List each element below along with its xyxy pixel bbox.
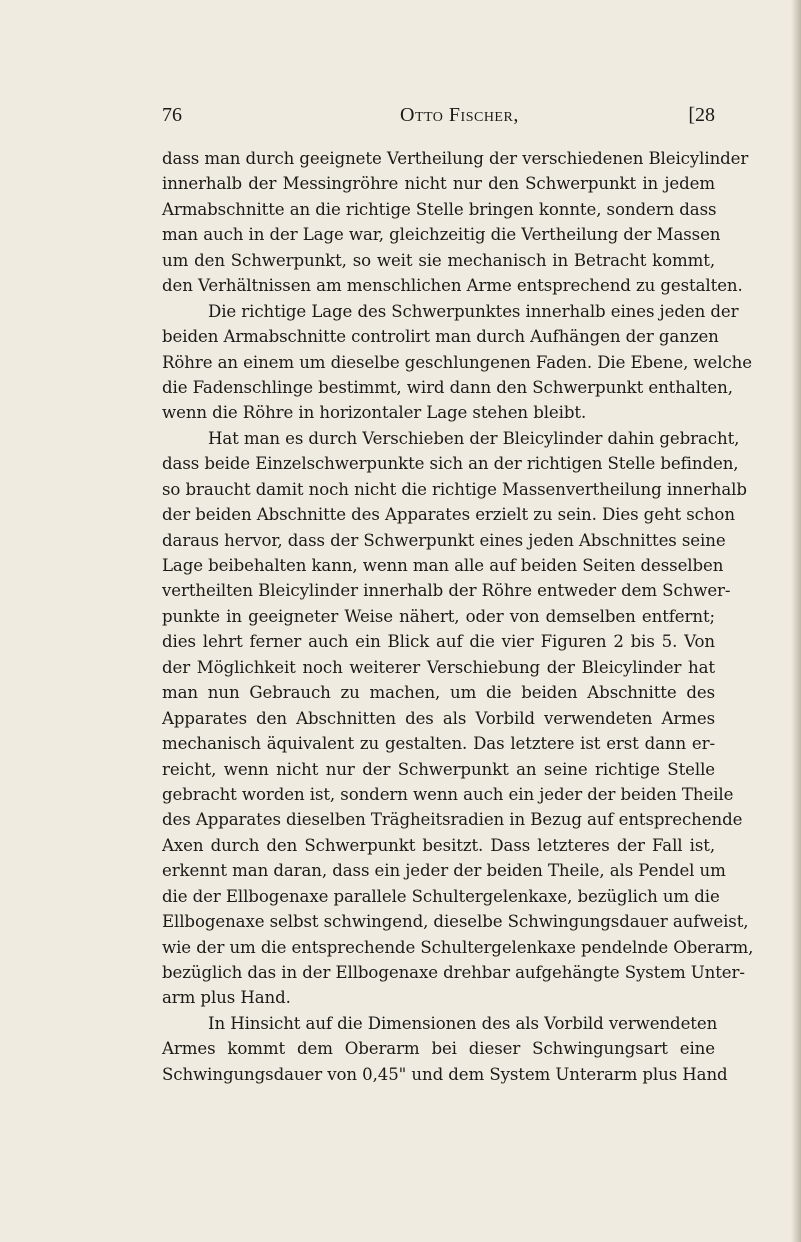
text-line: vertheilten Bleicylinder innerhalb der Röhre entweder dem Schwer- [162, 581, 731, 601]
page-edge-shadow [791, 0, 801, 1242]
text-line: In Hinsicht auf die Dimensionen des als Vorbild verwendeten [208, 1013, 718, 1033]
text-line: dass beide Einzelschwerpunkte sich an der richtigen Stelle befinden, [162, 454, 739, 474]
text-line: mechanisch äquivalent zu gestalten. Das letztere ist erst dann er- [162, 734, 715, 754]
text-line: Ellbogenaxe selbst schwingend, dieselbe Schwingungsdauer aufweist, [162, 912, 749, 932]
text-line: Lage beibehalten kann, wenn man alle auf beiden Seiten desselben [162, 556, 724, 575]
text-line: Schwingungsdauer von 0,45" und dem System Unterarm plus Hand [162, 1064, 728, 1084]
text-line: Armabschnitte an die richtige Stelle bringen konnte, sondern dass [162, 199, 717, 219]
text-line: um den Schwerpunkt, so weit sie mechanisch in Betracht kommt, [162, 250, 715, 270]
text-line: dass man durch geeignete Vertheilung der verschiedenen Bleicylinder [162, 149, 749, 168]
text-line: man nun Gebrauch zu machen, um die beiden Abschnitte des [162, 683, 715, 703]
text-line: reicht, wenn nicht nur der Schwerpunkt an seine richtige Stelle [162, 759, 715, 779]
text-line: Hat man es durch Verschieben der Bleicylinder dahin gebracht, [208, 428, 740, 448]
text-line: gebracht worden ist, sondern wenn auch ein jeder der beiden Theile [162, 784, 734, 804]
text-line: Röhre an einem um dieselbe geschlungenen Faden. Die Ebene, welche [162, 352, 752, 372]
body-text [162, 146, 754, 1087]
text-line: der Möglichkeit noch weiterer Verschiebung der Bleicylinder hat [162, 657, 715, 677]
text-line: wenn die Röhre in horizontaler Lage stehen bleibt. [162, 403, 587, 423]
text-line: arm plus Hand. [162, 988, 291, 1008]
page-header [162, 104, 715, 128]
text-line: die der Ellbogenaxe parallele Schultergelenkaxe, bezüglich um die [162, 886, 720, 906]
text-line: die Fadenschlinge bestimmt, wird dann den Schwerpunkt enthalten, [162, 377, 733, 397]
text-line: erkennt man daran, dass ein jeder der beiden Theile, als Pendel um [162, 861, 726, 881]
text-line: punkte in geeigneter Weise nähert, oder von demselben entfernt; [162, 606, 715, 626]
text-line: innerhalb der Messingröhre nicht nur den Schwerpunkt in jedem [162, 174, 715, 194]
text-line: beiden Armabschnitte controlirt man durch Aufhängen der ganzen [162, 327, 719, 347]
text-line: den Verhältnissen am menschlichen Arme entsprechend zu gestalten. [162, 276, 743, 296]
running-head: Otto Fischer, [400, 104, 519, 126]
text-line: des Apparates dieselben Trägheitsradien in Bezug auf entsprechende [162, 810, 743, 830]
text-line: man auch in der Lage war, gleichzeitig die Vertheilung der Massen [162, 225, 721, 245]
page-number: 76 [162, 104, 182, 126]
text-line: Axen durch den Schwerpunkt besitzt. Dass letzteres der Fall ist, [162, 835, 715, 855]
text-line: so braucht damit noch nicht die richtige Massenvertheilung innerhalb [162, 479, 747, 499]
text-line: wie der um die entsprechende Schultergelenkaxe pendelnde Oberarm, [162, 937, 754, 957]
section-marker: [28 [688, 104, 715, 126]
text-line: dies lehrt ferner auch ein Blick auf die vier Figuren 2 bis 5. Von [162, 632, 715, 652]
text-line: Apparates den Abschnitten des als Vorbild verwendeten Armes [162, 708, 715, 728]
text-line: Die richtige Lage des Schwerpunktes innerhalb eines jeden der [208, 301, 739, 321]
text-line: daraus hervor, dass der Schwerpunkt eines jeden Abschnittes seine [162, 530, 726, 550]
text-line: der beiden Abschnitte des Apparates erzielt zu sein. Dies geht schon [162, 505, 735, 525]
text-line: Armes kommt dem Oberarm bei dieser Schwingungsart eine [162, 1039, 715, 1059]
text-line: bezüglich das in der Ellbogenaxe drehbar aufgehängte System Unter- [162, 963, 745, 982]
